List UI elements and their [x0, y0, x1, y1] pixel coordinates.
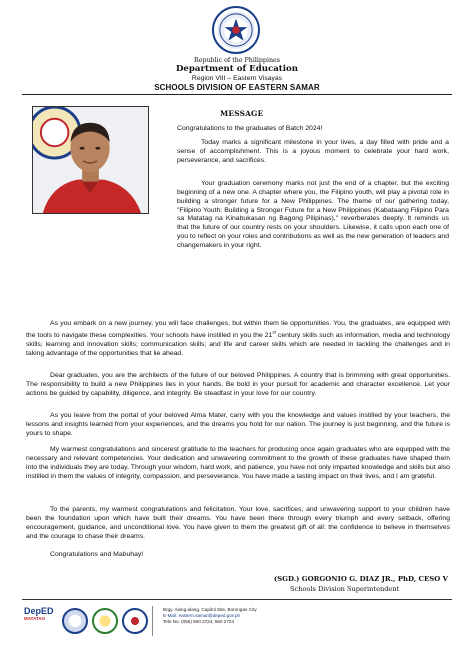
division-seal-icon [62, 608, 88, 634]
footer-telephone: Tele No. (055) 560 2724; 560 2724 [163, 619, 235, 624]
deped-seal-icon [212, 6, 260, 54]
signatory-name: (SGD.) GORGONIO G. DIAZ JR., PhD, CESO V [273, 575, 448, 583]
deped-matatag-logo: DepED MATATAG [24, 606, 54, 621]
greeting-line: Congratulations to the graduates of Batch 2024! [177, 125, 323, 132]
footer-divider [22, 599, 452, 600]
paragraph-2a [177, 180, 449, 251]
province-seal-icon [122, 608, 148, 634]
signatory-title: Schools Division Superintendent [290, 585, 400, 593]
paragraph-3: As you embark on a new journey, you will face challenges, but within them lie opportunities. You, the graduates, are equipped with the tools to navigate these complexities. Your schools have instilled in you the 21st century skills such as information, media and technology skills; learning and innovation skills; communication skills; and life and career skills which are needed in tackling the challenges and in taking advantage of the opportunities that lie ahead. [26, 320, 450, 357]
header-department: Department of Education [175, 64, 298, 74]
paragraph-5: As you leave from the portal of your beloved Alma Mater, carry with you the knowledge and values instilled by your teachers, the lessons and insights learned from your experiences, and the dreams you hold for our nation. The journey is just beginning, and the future is yours to shape. [26, 412, 450, 437]
header-republic: Republic of the Philippines [193, 57, 280, 64]
portrait-photo [32, 106, 149, 214]
header-region: Region VIII – Eastern Visayas [191, 75, 283, 82]
message-title: MESSAGE [220, 109, 264, 118]
footer-separator [152, 606, 153, 636]
footer-address: Brgy. Alang-alang, Capitol Site, Borongan City [163, 607, 257, 612]
paragraph-4: Dear graduates, you are the architects of the future of our beloved Philippines. A country that is brimming with great opportunities. The responsibility to build a new Philippines lies in your hands. Be bold in your pursuit for academic and character excellence. Let your actions be guided by capability, diligence, and integrity. Be steadfast in your love for our country. [26, 372, 450, 397]
bagong-pilipinas-logo-icon [92, 608, 118, 634]
paragraph-7: To the parents, my warmest congratulations and felicitation. Your love, sacrifices, and unwavering support to your children have been the foundation upon which have built their dreams. You have been there through every triumph and every setback, offering encouragement, guidance, and unconditional love. You have given to them the greatest gift of all: the confidence to believe in themselves and the courage to chase their dreams. [26, 506, 450, 540]
header-divider [22, 94, 452, 95]
paragraph-1: Today marks a significant milestone in your lives, a day filled with pride and a sense of accomplishment. This is a joyous moment to celebrate your hard work, perseverance, and sacrifices. [177, 139, 449, 164]
closing-line: Congratulations and Mabuhay! [50, 551, 144, 558]
paragraph-2-text: Your graduation ceremony marks not just the end of a chapter, but the exciting beginning of a new one. A chapter where you, the Filipino youth, will play a pivotal role in building a stronger future for a New Philippines. The theme of our gathering today, "Filipino Youth: Building a Stronger Future for a New Philippines (Kabataang Filipino Para sa Matatag na Kinabukasan ng Bagong Pilipinas)," reverberates deeply. It reminds us that the future of our country rests on your shoulders. Likewise, it calls upon each one of you to reflect on your roles and contributions as well as the new generation of leaders and changemakers in your right. [177, 180, 450, 249]
paragraph-6: My warmest congratulations and sincerest gratitude to the teachers for producing once again graduates who are equipped with the necessary and relevant competencies. Your dedication and unwavering commitment to the growth of these graduates have shaped them into the individuals they are today. Through your wisdom, hard work, and patience, you have not only imparted knowledge and skills but also instilled in them the values of integrity, compassion, and perseverance. You have made a lasting impact on their lives, and I am grateful. [26, 446, 450, 480]
footer-email: E-Mail: eastern.samar@deped.gov.ph [163, 613, 241, 618]
header-division: SCHOOLS DIVISION OF EASTERN SAMAR [154, 83, 320, 92]
